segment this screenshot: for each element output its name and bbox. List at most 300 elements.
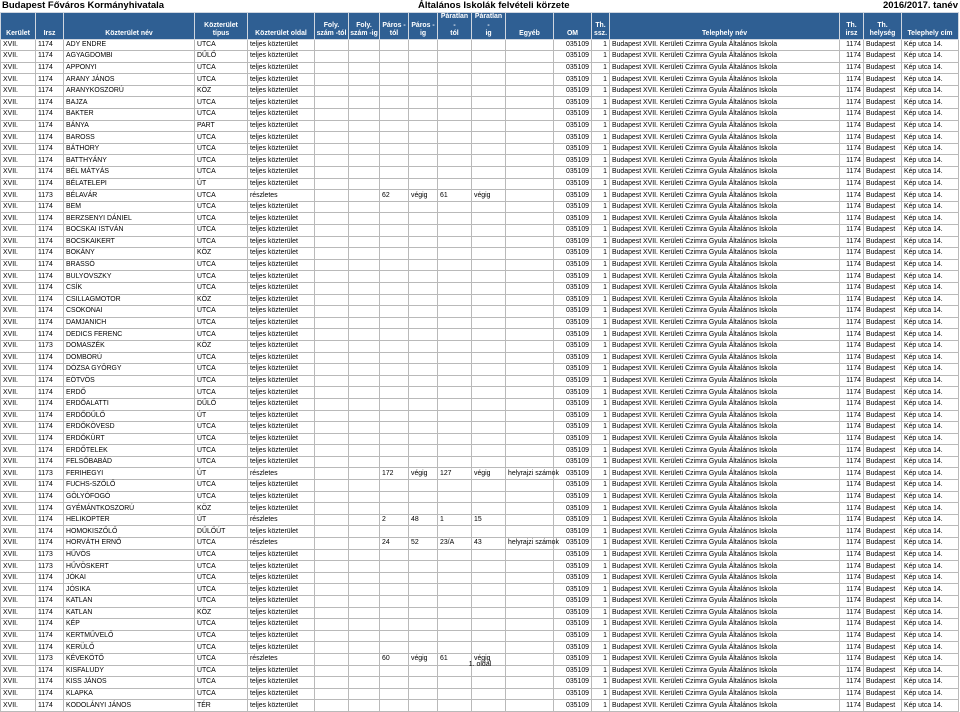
cell-site-city: Budapest [864, 584, 902, 596]
cell-even-from: 24 [380, 538, 409, 550]
table-row [1, 225, 959, 237]
cell-odd-to [472, 271, 506, 283]
cell-street-name: BATTHYÁNY [64, 155, 195, 167]
cell-other [506, 271, 554, 283]
cell-street-name: HELIKOPTER [64, 514, 195, 526]
cell-street-name: BÁNYA [64, 120, 195, 132]
cell-district: XVII. [1, 422, 36, 434]
cell-odd-to [472, 74, 506, 86]
cell-other [506, 201, 554, 213]
cell-cont-to [349, 503, 380, 515]
cell-site-address: Kép utca 14. [902, 120, 959, 132]
cell-zip: 1174 [36, 410, 64, 422]
cell-om: 035109 [554, 677, 592, 689]
cell-site-city: Budapest [864, 201, 902, 213]
cell-district: XVII. [1, 491, 36, 503]
cell-site-city: Budapest [864, 538, 902, 550]
cell-site-zip: 1174 [840, 503, 864, 515]
cell-site-no: 1 [592, 155, 610, 167]
cell-om: 035109 [554, 584, 592, 596]
cell-site-name: Budapest XVII. Kerületi Czimra Gyula Általános Iskola [610, 514, 840, 526]
cell-even-from [380, 700, 409, 712]
cell-odd-from [438, 271, 472, 283]
cell-site-address: Kép utca 14. [902, 538, 959, 550]
cell-site-name: Budapest XVII. Kerületi Czimra Gyula Általános Iskola [610, 225, 840, 237]
cell-om: 035109 [554, 665, 592, 677]
cell-even-to: 48 [409, 514, 438, 526]
cell-site-no: 1 [592, 677, 610, 689]
cell-even-to [409, 306, 438, 318]
header-school-year: 2016/2017. tanév [882, 0, 958, 11]
cell-site-name: Budapest XVII. Kerületi Czimra Gyula Általános Iskola [610, 526, 840, 538]
cell-site-city: Budapest [864, 514, 902, 526]
cell-street-side: teljes közterület [248, 364, 315, 376]
cell-site-zip: 1174 [840, 619, 864, 631]
cell-other [506, 688, 554, 700]
cell-odd-from [438, 74, 472, 86]
cell-district: XVII. [1, 248, 36, 260]
cell-street-type: UTCA [195, 190, 248, 202]
table-row [1, 387, 959, 399]
cell-district: XVII. [1, 213, 36, 225]
cell-site-no: 1 [592, 109, 610, 121]
cell-other [506, 480, 554, 492]
cell-even-to [409, 271, 438, 283]
cell-even-from [380, 387, 409, 399]
cell-even-to [409, 213, 438, 225]
cell-om: 035109 [554, 491, 592, 503]
cell-even-from [380, 155, 409, 167]
cell-district: XVII. [1, 375, 36, 387]
cell-street-type: UTCA [195, 584, 248, 596]
cell-odd-from: 1 [438, 514, 472, 526]
cell-street-side: teljes közterület [248, 410, 315, 422]
cell-other [506, 213, 554, 225]
cell-om: 035109 [554, 74, 592, 86]
cell-odd-from [438, 607, 472, 619]
cell-site-no: 1 [592, 422, 610, 434]
cell-site-name: Budapest XVII. Kerületi Czimra Gyula Általános Iskola [610, 97, 840, 109]
cell-odd-to [472, 85, 506, 97]
cell-cont-to [349, 607, 380, 619]
table-row [1, 375, 959, 387]
cell-site-city: Budapest [864, 178, 902, 190]
cell-odd-to [472, 619, 506, 631]
cell-street-side: teljes közterület [248, 491, 315, 503]
cell-odd-to [472, 201, 506, 213]
cell-site-city: Budapest [864, 51, 902, 63]
cell-other [506, 549, 554, 561]
cell-street-name: ARANY JÁNOS [64, 74, 195, 86]
cell-zip: 1174 [36, 630, 64, 642]
cell-site-no: 1 [592, 120, 610, 132]
cell-cont-from [315, 514, 349, 526]
column-header-street-side [248, 13, 315, 40]
cell-cont-from [315, 259, 349, 271]
cell-om: 035109 [554, 190, 592, 202]
cell-site-no: 1 [592, 236, 610, 248]
table-row [1, 642, 959, 654]
table-row [1, 213, 959, 225]
cell-even-from [380, 236, 409, 248]
cell-street-type: UTCA [195, 143, 248, 155]
cell-even-from [380, 596, 409, 608]
cell-street-name: FERIHEGYI [64, 468, 195, 480]
cell-district: XVII. [1, 514, 36, 526]
cell-district: XVII. [1, 39, 36, 51]
cell-site-zip: 1174 [840, 445, 864, 457]
cell-street-type: UTCA [195, 480, 248, 492]
cell-cont-from [315, 364, 349, 376]
cell-site-zip: 1174 [840, 294, 864, 306]
cell-district: XVII. [1, 155, 36, 167]
table-row [1, 120, 959, 132]
cell-street-name: FELSŐBABÁD [64, 456, 195, 468]
cell-zip: 1174 [36, 491, 64, 503]
cell-even-from [380, 294, 409, 306]
cell-even-to: végig [409, 190, 438, 202]
cell-zip: 1174 [36, 514, 64, 526]
cell-even-to [409, 167, 438, 179]
cell-street-side: teljes közterület [248, 109, 315, 121]
cell-site-name: Budapest XVII. Kerületi Czimra Gyula Általános Iskola [610, 538, 840, 550]
cell-street-name: KISFALUDY [64, 665, 195, 677]
cell-site-name: Budapest XVII. Kerületi Czimra Gyula Általános Iskola [610, 109, 840, 121]
cell-even-to [409, 688, 438, 700]
cell-street-name: GYÉMÁNTKOSZORÚ [64, 503, 195, 515]
cell-district: XVII. [1, 688, 36, 700]
cell-odd-from [438, 352, 472, 364]
cell-site-city: Budapest [864, 364, 902, 376]
cell-site-address: Kép utca 14. [902, 236, 959, 248]
cell-site-no: 1 [592, 503, 610, 515]
cell-odd-from [438, 155, 472, 167]
cell-odd-from [438, 97, 472, 109]
cell-even-from [380, 329, 409, 341]
cell-street-side: teljes közterület [248, 248, 315, 260]
cell-district: XVII. [1, 665, 36, 677]
cell-site-city: Budapest [864, 167, 902, 179]
cell-zip: 1174 [36, 677, 64, 689]
cell-odd-from [438, 700, 472, 712]
cell-zip: 1174 [36, 62, 64, 74]
cell-cont-to [349, 596, 380, 608]
cell-street-name: KÉVEKÖTŐ [64, 653, 195, 665]
cell-district: XVII. [1, 619, 36, 631]
cell-district: XVII. [1, 549, 36, 561]
cell-site-no: 1 [592, 39, 610, 51]
cell-street-side: teljes közterület [248, 132, 315, 144]
cell-street-type: UTCA [195, 387, 248, 399]
cell-site-name: Budapest XVII. Kerületi Czimra Gyula Általános Iskola [610, 387, 840, 399]
cell-om: 035109 [554, 514, 592, 526]
cell-cont-to [349, 456, 380, 468]
cell-om: 035109 [554, 248, 592, 260]
cell-district: XVII. [1, 410, 36, 422]
cell-site-name: Budapest XVII. Kerületi Czimra Gyula Általános Iskola [610, 561, 840, 573]
cell-site-city: Budapest [864, 271, 902, 283]
cell-site-name: Budapest XVII. Kerületi Czimra Gyula Általános Iskola [610, 364, 840, 376]
cell-site-zip: 1174 [840, 120, 864, 132]
column-header-street-name [64, 13, 195, 40]
cell-even-to [409, 236, 438, 248]
cell-om: 035109 [554, 85, 592, 97]
cell-site-name: Budapest XVII. Kerületi Czimra Gyula Általános Iskola [610, 619, 840, 631]
cell-even-to: végig [409, 468, 438, 480]
cell-om: 035109 [554, 653, 592, 665]
column-header-district [1, 13, 36, 40]
cell-street-type: UTCA [195, 688, 248, 700]
cell-other [506, 167, 554, 179]
cell-site-zip: 1174 [840, 398, 864, 410]
cell-other [506, 596, 554, 608]
cell-street-type: UTCA [195, 132, 248, 144]
cell-site-no: 1 [592, 398, 610, 410]
cell-cont-from [315, 642, 349, 654]
column-header-line: Foly. [356, 21, 372, 29]
cell-cont-from [315, 619, 349, 631]
cell-zip: 1174 [36, 364, 64, 376]
column-header-line: helység [869, 30, 896, 37]
cell-cont-from [315, 306, 349, 318]
cell-street-side: teljes közterület [248, 642, 315, 654]
column-header-line: tól [450, 30, 459, 37]
cell-site-address: Kép utca 14. [902, 364, 959, 376]
cell-street-type: KÖZ [195, 607, 248, 619]
table-row [1, 39, 959, 51]
column-header-line: OM [566, 30, 579, 37]
cell-street-side: teljes közterület [248, 120, 315, 132]
cell-street-name: JÓSIKA [64, 584, 195, 596]
cell-odd-from [438, 572, 472, 584]
cell-odd-from [438, 677, 472, 689]
cell-om: 035109 [554, 39, 592, 51]
table-row [1, 503, 959, 515]
cell-street-name: ARANYKOSZORÚ [64, 85, 195, 97]
cell-cont-to [349, 51, 380, 63]
cell-odd-to [472, 387, 506, 399]
cell-cont-to [349, 375, 380, 387]
cell-site-zip: 1174 [840, 456, 864, 468]
table-row [1, 688, 959, 700]
cell-odd-from: 127 [438, 468, 472, 480]
cell-om: 035109 [554, 503, 592, 515]
cell-even-to [409, 619, 438, 631]
cell-street-type: ÚT [195, 468, 248, 480]
cell-street-side: teljes közterület [248, 51, 315, 63]
cell-street-side: teljes közterület [248, 352, 315, 364]
cell-odd-from [438, 688, 472, 700]
cell-site-zip: 1174 [840, 596, 864, 608]
cell-street-name: HŰVÖS [64, 549, 195, 561]
cell-zip: 1174 [36, 456, 64, 468]
cell-site-no: 1 [592, 433, 610, 445]
cell-street-type: KÖZ [195, 85, 248, 97]
column-header-odd-to [472, 13, 506, 40]
cell-odd-to [472, 549, 506, 561]
cell-site-zip: 1174 [840, 62, 864, 74]
cell-district: XVII. [1, 642, 36, 654]
cell-street-side: teljes közterület [248, 375, 315, 387]
cell-site-name: Budapest XVII. Kerületi Czimra Gyula Általános Iskola [610, 653, 840, 665]
cell-site-zip: 1174 [840, 306, 864, 318]
cell-cont-to [349, 294, 380, 306]
column-header-line: szám -ig [350, 30, 378, 37]
table-row [1, 480, 959, 492]
cell-district: XVII. [1, 387, 36, 399]
cell-site-no: 1 [592, 688, 610, 700]
cell-other [506, 340, 554, 352]
cell-other [506, 514, 554, 526]
cell-cont-from [315, 584, 349, 596]
column-header-line: Telephely cím [907, 30, 953, 37]
cell-site-zip: 1174 [840, 584, 864, 596]
cell-even-from [380, 143, 409, 155]
cell-street-type: KÖZ [195, 340, 248, 352]
cell-site-zip: 1174 [840, 317, 864, 329]
cell-even-from [380, 456, 409, 468]
cell-other [506, 294, 554, 306]
cell-site-no: 1 [592, 225, 610, 237]
cell-cont-from [315, 120, 349, 132]
cell-site-name: Budapest XVII. Kerületi Czimra Gyula Általános Iskola [610, 677, 840, 689]
cell-even-from [380, 317, 409, 329]
cell-zip: 1174 [36, 688, 64, 700]
cell-cont-to [349, 410, 380, 422]
cell-district: XVII. [1, 677, 36, 689]
cell-street-type: UTCA [195, 259, 248, 271]
table-row [1, 561, 959, 573]
column-header-street-type [195, 13, 248, 40]
cell-street-name: ERDŐ [64, 387, 195, 399]
cell-even-from [380, 677, 409, 689]
cell-street-type: DŰLŐÚT [195, 526, 248, 538]
cell-odd-to [472, 596, 506, 608]
cell-street-name: KATLAN [64, 596, 195, 608]
cell-cont-to [349, 642, 380, 654]
cell-site-city: Budapest [864, 213, 902, 225]
cell-even-from [380, 526, 409, 538]
cell-street-name: AGYAGDOMBI [64, 51, 195, 63]
cell-site-name: Budapest XVII. Kerületi Czimra Gyula Általános Iskola [610, 584, 840, 596]
cell-other [506, 51, 554, 63]
cell-odd-from [438, 120, 472, 132]
cell-zip: 1174 [36, 503, 64, 515]
table-row [1, 259, 959, 271]
cell-street-side: teljes közterület [248, 445, 315, 457]
cell-om: 035109 [554, 306, 592, 318]
cell-even-to [409, 51, 438, 63]
cell-district: XVII. [1, 259, 36, 271]
cell-odd-to [472, 143, 506, 155]
cell-site-zip: 1174 [840, 677, 864, 689]
cell-district: XVII. [1, 167, 36, 179]
cell-om: 035109 [554, 456, 592, 468]
column-header-line: Kerület [6, 30, 30, 37]
cell-cont-from [315, 62, 349, 74]
cell-district: XVII. [1, 456, 36, 468]
cell-even-to [409, 201, 438, 213]
cell-cont-from [315, 352, 349, 364]
cell-even-to [409, 317, 438, 329]
cell-site-city: Budapest [864, 480, 902, 492]
cell-street-side: teljes közterület [248, 236, 315, 248]
cell-street-name: BÉLATELEPI [64, 178, 195, 190]
cell-odd-to [472, 398, 506, 410]
cell-district: XVII. [1, 132, 36, 144]
column-header-line: Közterület név [105, 30, 153, 37]
cell-site-address: Kép utca 14. [902, 468, 959, 480]
cell-other [506, 375, 554, 387]
cell-even-from: 62 [380, 190, 409, 202]
cell-site-address: Kép utca 14. [902, 109, 959, 121]
cell-other [506, 225, 554, 237]
cell-site-city: Budapest [864, 97, 902, 109]
cell-site-zip: 1174 [840, 271, 864, 283]
cell-cont-to [349, 236, 380, 248]
cell-district: XVII. [1, 352, 36, 364]
cell-district: XVII. [1, 190, 36, 202]
cell-other [506, 329, 554, 341]
cell-odd-from [438, 445, 472, 457]
cell-site-name: Budapest XVII. Kerületi Czimra Gyula Általános Iskola [610, 282, 840, 294]
cell-street-type: UTCA [195, 619, 248, 631]
cell-even-to [409, 584, 438, 596]
cell-zip: 1174 [36, 387, 64, 399]
cell-cont-from [315, 51, 349, 63]
cell-site-no: 1 [592, 630, 610, 642]
cell-street-name: FUCHS-SZŐLŐ [64, 480, 195, 492]
cell-site-city: Budapest [864, 294, 902, 306]
cell-site-zip: 1174 [840, 364, 864, 376]
table-row [1, 456, 959, 468]
cell-odd-to [472, 352, 506, 364]
cell-site-name: Budapest XVII. Kerületi Czimra Gyula Általános Iskola [610, 51, 840, 63]
cell-site-name: Budapest XVII. Kerületi Czimra Gyula Általános Iskola [610, 248, 840, 260]
cell-odd-from [438, 387, 472, 399]
cell-site-zip: 1174 [840, 236, 864, 248]
cell-street-side: teljes közterület [248, 572, 315, 584]
cell-odd-from [438, 584, 472, 596]
cell-site-no: 1 [592, 248, 610, 260]
cell-cont-to [349, 306, 380, 318]
cell-cont-from [315, 688, 349, 700]
cell-site-zip: 1174 [840, 178, 864, 190]
cell-district: XVII. [1, 120, 36, 132]
cell-odd-from [438, 526, 472, 538]
cell-district: XVII. [1, 572, 36, 584]
cell-even-to [409, 97, 438, 109]
cell-cont-from [315, 109, 349, 121]
column-header-line: Th. [846, 21, 857, 29]
cell-even-to [409, 630, 438, 642]
cell-site-city: Budapest [864, 526, 902, 538]
cell-site-zip: 1174 [840, 561, 864, 573]
cell-om: 035109 [554, 109, 592, 121]
cell-odd-to [472, 445, 506, 457]
cell-site-zip: 1174 [840, 375, 864, 387]
cell-odd-to [472, 503, 506, 515]
cell-street-type: UTCA [195, 422, 248, 434]
cell-street-type: UTCA [195, 549, 248, 561]
cell-site-no: 1 [592, 329, 610, 341]
cell-site-name: Budapest XVII. Kerületi Czimra Gyula Általános Iskola [610, 375, 840, 387]
cell-site-address: Kép utca 14. [902, 62, 959, 74]
cell-site-city: Budapest [864, 491, 902, 503]
cell-cont-to [349, 700, 380, 712]
cell-other [506, 677, 554, 689]
cell-street-type: KÖZ [195, 503, 248, 515]
